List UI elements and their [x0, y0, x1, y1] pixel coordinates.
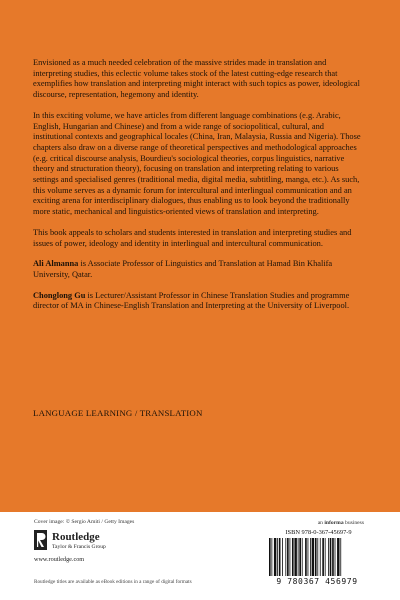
informa-suffix: business	[343, 520, 364, 526]
routledge-logo-icon	[34, 530, 47, 550]
barcode-icon	[268, 538, 369, 576]
blurb-paragraph-1: Envisioned as a much needed celebration of the massive strides made in translation and interpreting studies, this eclectic volume takes stock of the latest cutting-edge research that exemplifies how translation and interpreting might interact with such topics as power, ideological discourse, representation, hegemony and identity.	[33, 58, 360, 100]
cover-credit: Cover image: © Sergio Amiti / Getty Images	[34, 519, 135, 525]
subject-category: LANGUAGE LEARNING / TRANSLATION	[33, 408, 203, 418]
blurb	[33, 58, 365, 322]
publisher-url[interactable]: www.routledge.com	[34, 556, 85, 563]
editor-bio-2	[33, 291, 365, 312]
isbn-label: ISBN 978-0-367-45697-9	[285, 529, 352, 536]
publisher-name: Routledge	[52, 531, 100, 543]
publisher-group: Taylor & Francis Group	[52, 544, 106, 550]
editor-bio-text-2: is Lecturer/Assistant Professor in Chinese Translation Studies and programme director of MA in Chinese-English Translation and Interpreting at the University of Liverpool.	[33, 290, 350, 311]
blurb-paragraph-2: In this exciting volume, we have articles from different language combinations (e.g. Arabic, English, Hungarian and Chinese) and from a wide range of sociopolitical, cultural, and institutional contexts and geographical locales (China, Iran, Malaysia, Russia and Nigeria). Those chapters also draw on a diverse range of theoretical perspectives and methodological approaches (e.g. critical discourse analysis, Bourdieu's sociological theories, corpus linguistics, narrative theory and structuration theory), focusing on translation and interpreting relating to various settings and specialised genres (traditional media, digital media, subtitling, manga, etc.). As such, this volume serves as a dynamic forum for intercultural and interlingual communication and an exciting arena for interdisciplinary dialogues, thus enabling us to look beyond the traditionally more static, mechanical and linguistics-oriented views of translation and interpreting.	[33, 110, 361, 217]
informa-brand: informa	[324, 520, 344, 526]
editor-name-2: Chonglong Gu	[33, 290, 86, 300]
blurb-paragraph-3: This book appeals to scholars and students interested in translation and interpreting studies and issues of power, ideology and identity in interlingual and intercultural communication.	[33, 227, 352, 248]
ebook-note: Routledge titles are available as eBook editions in a range of digital formats	[34, 579, 192, 585]
editor-name-1: Ali Almanna	[33, 259, 79, 269]
editor-bio-text-1: is Associate Professor of Linguistics and Translation at Hamad Bin Khalifa University, Qatar.	[33, 259, 333, 279]
informa-prefix: an	[317, 520, 325, 526]
informa-tagline	[318, 520, 364, 526]
editor-bio-1	[33, 259, 365, 280]
isbn-digits: 9 780367 456979	[276, 577, 358, 586]
